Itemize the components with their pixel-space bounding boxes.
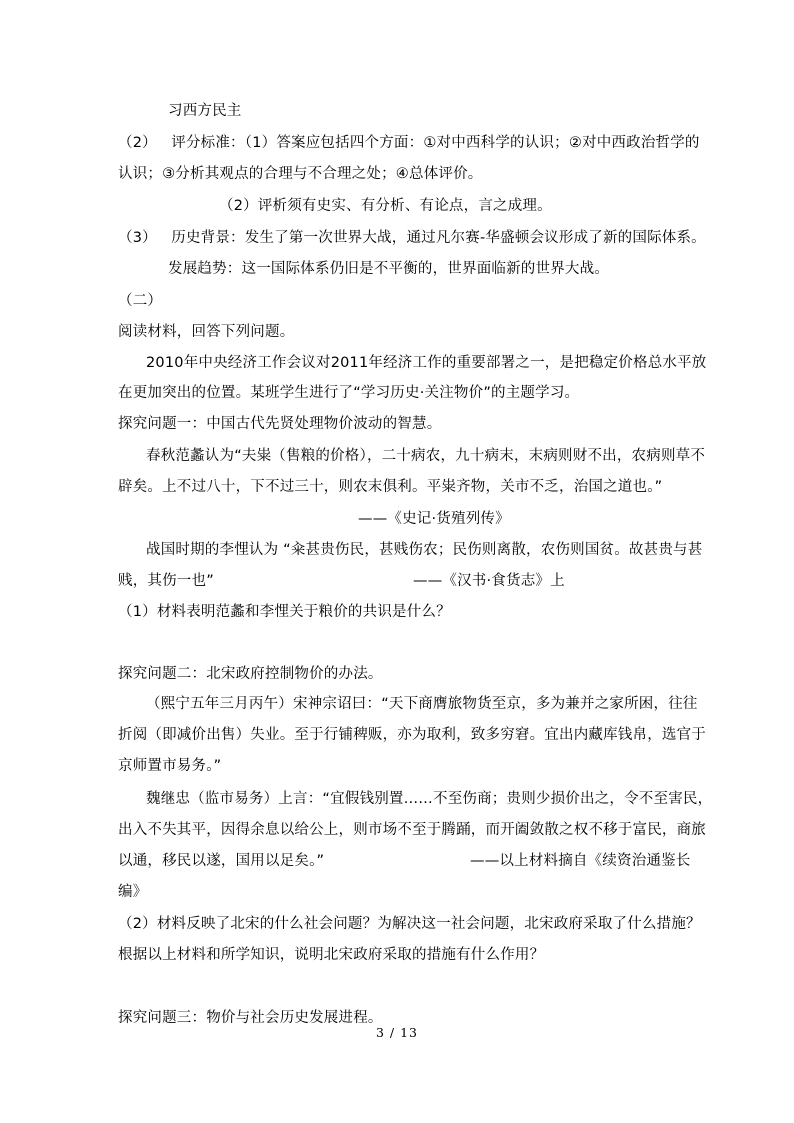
text-line-2: （2） 评分标准：（1）答案应包括四个方面：①对中西科学的认识；②对中西政治哲学的 — [118, 135, 700, 151]
text-line-15: 战国时期的李悝认为 “籴甚贵伤民，甚贱伤农；民伤则离散，农伤则国贫。故甚贵与甚 — [146, 542, 703, 558]
question-1: （1）材料表明范蠡和李悝关于粮价的共识是什么？ — [118, 604, 451, 620]
text-line-13: 辟矣。上不过八十，下不过三十，则农末俱利。平粜齐物，关市不乏，治国之道也。” — [118, 479, 663, 495]
text-line-20: （熙宁五年三月丙午）宋神宗诏曰：“天下商膺旅物货至京，多为兼并之家所困，往往 — [146, 696, 698, 712]
text-line-3: 认识；③分析其观点的合理与不合理之处；④总体评价。 — [118, 166, 483, 182]
text-line-5: （3） 历史背景：发生了第一次世界大战，通过凡尔赛-华盛顿会议形成了新的国际体系。 — [118, 230, 706, 246]
text-line-8: 阅读材料，回答下列问题。 — [118, 324, 295, 340]
text-line-21: 折阅（即减价出售）失业。至于行铺稗贩，亦为取利，致多穷窘。宜出内藏库钱帛，选官于 — [118, 727, 706, 743]
question-2-continued: 根据以上材料和所学知识，说明北宋政府采取的措施有什么作用？ — [118, 947, 545, 963]
text-line-24: 出入不失其平，因得余息以给公上，则市场不至于腾踊，而开阖敛散之权不移于富民，商旅 — [118, 822, 706, 838]
text-line-22: 京师置市易务。” — [118, 758, 222, 774]
question-heading-1: 探究问题一：中国古代先贤处理物价波动的智慧。 — [118, 416, 442, 432]
section-heading: （二） — [118, 293, 163, 309]
citation-xuzizhitongjian: ——以上材料摘自《续资治通鉴长 — [470, 853, 691, 869]
citation-shiji: ——《史记·货殖列传》 — [358, 511, 510, 527]
page-number: 3 / 13 — [375, 1025, 419, 1040]
question-2: （2）材料反映了北宋的什么社会问题？为解决这一社会问题，北宋政府采取了什么措施？ — [118, 916, 701, 932]
text-line-16: 贱，其伤一也” — [118, 573, 214, 589]
text-line-9: 2010年中央经济工作会议对2011年经济工作的重要部署之一，是把稳定价格总水平放 — [146, 355, 707, 371]
text-line-6: 发展趋势：这一国际体系仍旧是不平衡的，世界面临新的世界大战。 — [168, 261, 609, 277]
question-heading-2: 探究问题二：北宋政府控制物价的办法。 — [118, 666, 383, 682]
text-line-23: 魏继忠（监市易务）上言：“宜假钱别置……不至伤商；贵则少损价出之，令不至害民， — [146, 791, 713, 807]
question-heading-3: 探究问题三：物价与社会历史发展进程。 — [118, 1010, 383, 1026]
text-line-25: 以通，移民以遂，国用以足矣。” — [118, 853, 325, 869]
text-line-4: （2）评析须有史实、有分析、有论点，言之成理。 — [219, 198, 552, 214]
text-line-10: 在更加突出的位置。某班学生进行了“学习历史·关注物价”的主题学习。 — [118, 385, 580, 401]
text-line-12: 春秋范蠡认为“夫粜（售粮的价格），二十病农，九十病末，末病则财不出，农病则草不 — [146, 448, 706, 464]
citation-continuation: 编》 — [118, 884, 148, 900]
citation-hanshu: ——《汉书·食货志》上 — [413, 573, 565, 589]
text-line-1: 习西方民主 — [168, 103, 242, 119]
